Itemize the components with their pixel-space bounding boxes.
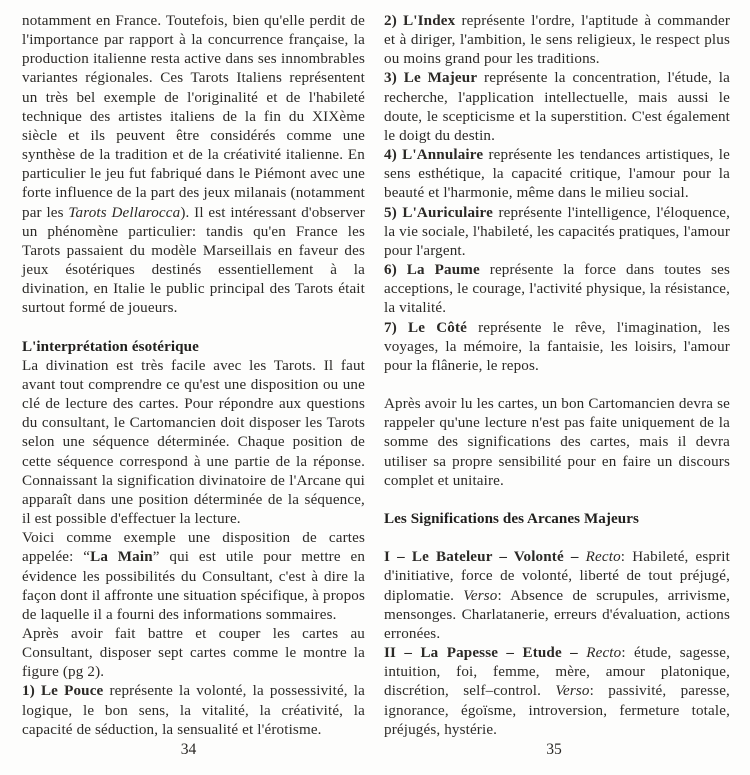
bold-term-la-main: La Main <box>90 549 153 566</box>
bold-term-le-cote: 7) Le Côté <box>384 319 467 336</box>
arcana-verso-text-run: : Absence de scrupules, arrivisme, mensonges. Charlatanerie, erreurs d'évaluation, actions erronées. <box>384 587 730 642</box>
italic-label-recto: Recto <box>586 645 622 662</box>
paragraph-continuation-run: ). Il est intéressant d'observer un phénomène particulier: tandis qu'en France les Tarots passaient du modèle Marseillais en faveur des jeux ésotériques destinés essentiellement à la divination, en Italie le public principal des Tarots était surtout formé de joueurs. <box>22 204 365 317</box>
list-item-lannulaire <box>384 146 730 203</box>
paragraph-divination: La divination est très facile avec les Tarots. Il faut avant tout comprendre ce qu'est une disposition ou une clé de lecture des cartes. Pour répondre aux questions du consultant, le Cartomancien doit disposer les Tarots selon une séquence déterminée. Chaque position de cette séquence correspond à une partie de la réponse. Connaissant la signification divinatoire de l'Arcane qui apparaît dans une position déterminée de la séquence, il est possible d'effectuer la lecture. <box>22 357 365 528</box>
bold-term-le-bateleur: I – Le Bateleur – Volonté – <box>384 549 586 566</box>
italic-label-verso: Verso <box>463 587 498 604</box>
list-item-text-run: représente les tendances artistiques, le sens esthétique, la capacité critique, l'amour pour la beauté et l'harmonie, même dans le milieu social. <box>384 147 730 202</box>
list-item-le-pouce <box>22 682 365 739</box>
arcana-entry-le-bateleur <box>384 548 730 644</box>
paragraph-shuffle-instruction: Après avoir fait battre et couper les cartes au Consultant, disposer sept cartes comme le montre la figure (pg 2). <box>22 625 365 681</box>
bold-term-lauriculaire: 5) L'Auriculaire <box>384 204 493 221</box>
section-heading-arcanes-majeurs: Les Significations des Arcanes Majeurs <box>384 511 639 528</box>
list-item-text-run: représente la volonté, la possessivité, la logique, le bon sens, la vitalité, la créativité, la capacité de séduction, la sensualité et l'érotisme. <box>22 683 365 738</box>
list-item-lauriculaire <box>384 204 730 261</box>
paragraph-la-main-spread <box>22 529 365 625</box>
right-page-column <box>377 0 750 758</box>
page-number-right: 35 <box>546 740 562 758</box>
bold-term-la-papesse: II – La Papesse – Etude – <box>384 645 587 662</box>
list-item-le-cote <box>384 319 730 376</box>
list-item-la-paume <box>384 261 730 318</box>
arcana-recto-text-run: : étude, sagesse, intuition, foi, femme, mère, amour platonique, discrétion, self–control. <box>384 645 731 700</box>
bold-term-le-majeur: 3) Le Majeur <box>384 70 478 87</box>
right-page-body <box>384 12 730 740</box>
left-page-body <box>22 12 365 740</box>
arcana-verso-text-run: : passivité, paresse, ignorance, égoïsme, introversion, fermeture totale, préjugés, hystérie. <box>384 683 730 738</box>
paragraph-lead-run: Voici comme exemple une disposition de cartes appelée: “ <box>22 530 365 566</box>
paragraph-text-run: notamment en France. Toutefois, bien qu'elle perdit de l'importance par rapport à la concurrence française, la production italienne resta active dans ses innombrables variantes régionales. Ces Tarots Italiens représentent un très bel exemple de l'originalité et de l'habileté technique des artistes italiens de la fin du XIXème siècle et ils peuvent être considérés comme une synthèse de la tradition et de la créativité italienne. En particulier le jeu fut fabriqué dans le Piémont avec une forte influence de la part des jeux milanais (notamment par les <box>22 13 365 221</box>
italic-label-recto: Recto <box>585 549 621 566</box>
left-page-column <box>0 0 377 758</box>
italic-label-verso: Verso <box>555 683 590 700</box>
list-item-text-run: représente le rêve, l'imagination, les voyages, la mémoire, la fantaisie, les loisirs, l'amour pour la flânerie, le repos. <box>384 319 730 374</box>
arcana-recto-text-run: : Habileté, esprit d'initiative, force de volonté, liberté de tout préjugé, diplomatie. <box>384 549 730 604</box>
list-item-text-run: représente l'ordre, l'aptitude à commander et à diriger, l'ambition, le sens religieux, le respect plus ou moins grand pour les traditions. <box>384 13 730 68</box>
paragraph-italian-tarots <box>22 12 365 319</box>
italic-title-tarots-dellarocca: Tarots Dellarocca <box>68 204 181 221</box>
page-number-left: 34 <box>180 740 197 758</box>
paragraph-tail-run: ” qui est utile pour mettre en évidence les possibilités du Consultant, c'est à dire la façon dont il affronte une situation spécifique, à propos de laquelle il a fourni des informations sommaires. <box>22 549 366 623</box>
list-item-lindex <box>384 12 730 69</box>
list-item-text-run: représente la force dans toutes ses acceptions, le courage, l'activité physique, la résistance, la vitalité. <box>384 262 730 317</box>
list-item-text-run: représente la concentration, l'étude, la recherche, l'application intellectuelle, mais aussi le doute, le scepticisme et la superstition. C'est également le doigt du destin. <box>384 70 731 144</box>
bold-term-le-pouce: 1) Le Pouce <box>22 683 104 700</box>
arcana-entry-la-papesse <box>384 644 730 740</box>
paragraph-cartomancien-advice: Après avoir lu les cartes, un bon Cartomancien devra se rappeler qu'une lecture n'est pas faite uniquement de la somme des significations des cartes, mais il devra utiliser sa propre sensibilité pour en faire un discours complet et unitaire. <box>384 396 730 489</box>
bold-term-lindex: 2) L'Index <box>384 13 456 29</box>
list-item-le-majeur <box>384 69 730 146</box>
bold-term-lannulaire: 4) L'Annulaire <box>384 147 484 164</box>
section-heading-esoteric-interpretation: L'interprétation ésotérique <box>22 338 199 355</box>
bold-term-la-paume: 6) La Paume <box>384 262 480 279</box>
list-item-text-run: représente l'intelligence, l'éloquence, la vie sociale, l'habileté, les capacités pratiques, l'amour pour l'argent. <box>384 204 731 259</box>
